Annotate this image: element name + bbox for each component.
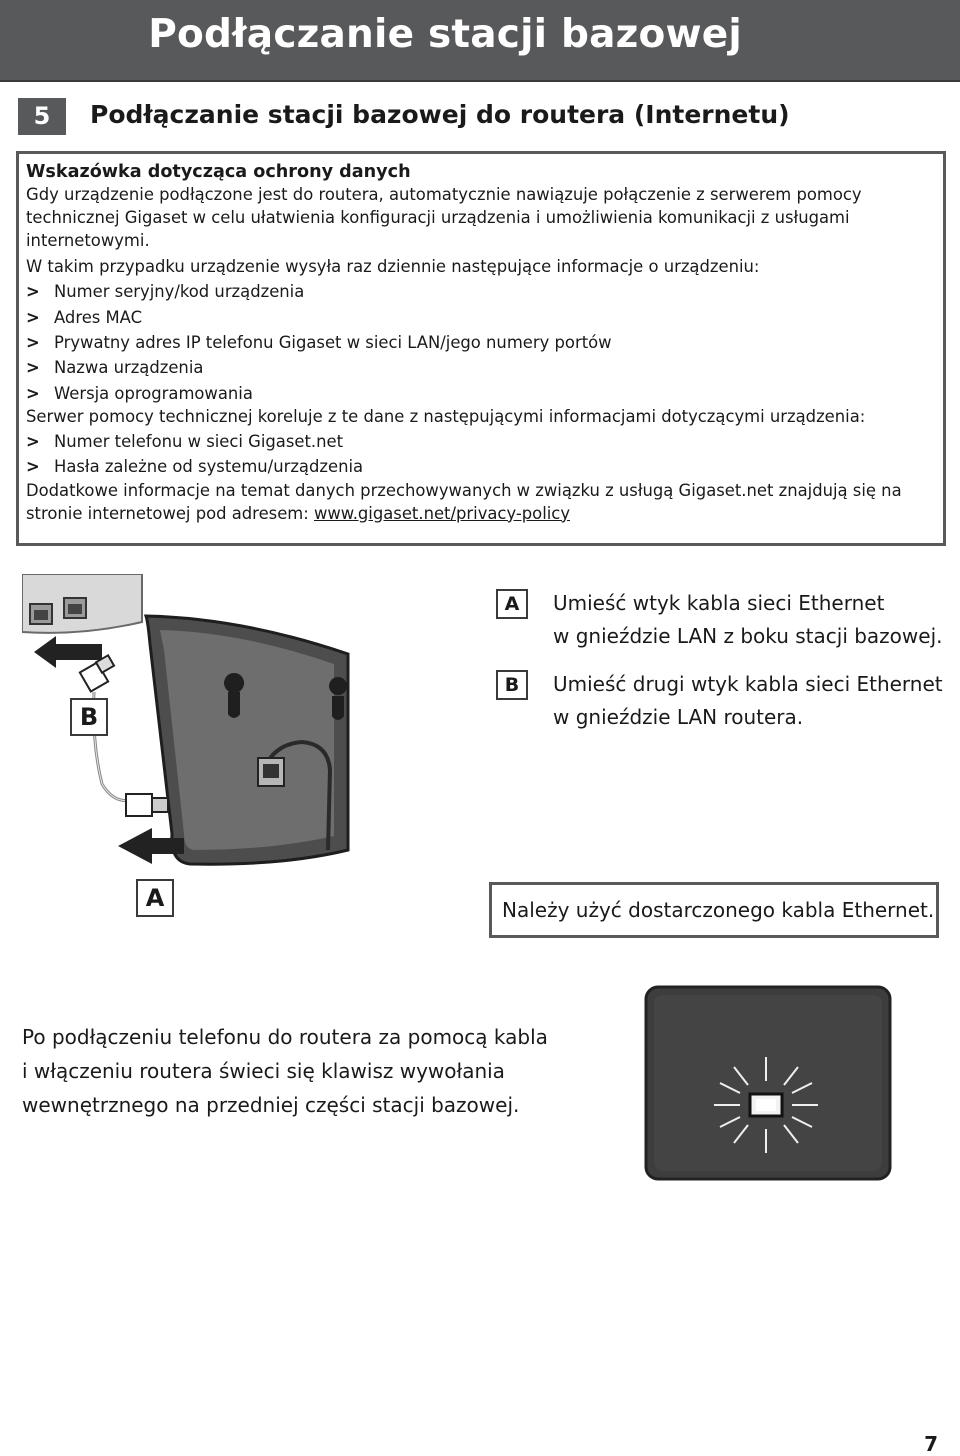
connection-illustration bbox=[22, 574, 362, 912]
privacy-heading: Wskazówka dotycząca ochrony danych bbox=[26, 162, 411, 182]
illustration-label-a: A bbox=[136, 879, 174, 917]
page-title: Podłączanie stacji bazowej bbox=[148, 12, 742, 57]
instruction-b-text: Umieść drugi wtyk kabla sieci Ethernet w gnieździe LAN routera. bbox=[553, 672, 943, 729]
instruction-a-text: Umieść wtyk kabla sieci Ethernet w gnieździe LAN z boku stacji bazowej. bbox=[553, 591, 943, 648]
page-number: 7 bbox=[924, 1432, 938, 1456]
bullet-arrow-icon: > bbox=[26, 307, 40, 327]
bullet-arrow-icon: > bbox=[26, 332, 40, 352]
privacy-policy-link[interactable]: www.gigaset.net/privacy-policy bbox=[313, 503, 571, 523]
list-item: > Numer telefonu w sieci Gigaset.net bbox=[26, 429, 936, 454]
step-title: Podłączanie stacji bazowej do routera (Internetu) bbox=[90, 100, 790, 129]
cable-note-box: Należy użyć dostarczonego kabla Ethernet. bbox=[489, 882, 939, 938]
server-info-list bbox=[26, 429, 936, 480]
bullet-arrow-icon: > bbox=[26, 383, 40, 403]
device-info-list bbox=[26, 279, 936, 406]
privacy-more-info: Dodatkowe informacje na temat danych przechowywanych w związku z usługą Gigaset.net znajdują się na stronie internetowej pod adresem: www.gigaset.net/privacy-policy bbox=[26, 480, 902, 523]
bullet-arrow-icon: > bbox=[26, 457, 40, 477]
privacy-note-box bbox=[16, 151, 946, 546]
privacy-correlate: Serwer pomocy technicznej koreluje z te dane z następującymi informacjami dotyczącymi urządzenia: bbox=[26, 407, 866, 427]
list-item: > Hasła zależne od systemu/urządzenia bbox=[26, 454, 936, 479]
list-item: > Numer seryjny/kod urządzenia bbox=[26, 279, 936, 304]
privacy-daily-info: W takim przypadku urządzenie wysyła raz dziennie następujące informacje o urządzeniu: bbox=[26, 257, 760, 277]
list-item: > Nazwa urządzenia bbox=[26, 355, 936, 380]
bullet-arrow-icon: > bbox=[26, 358, 40, 378]
bullet-arrow-icon: > bbox=[26, 431, 40, 451]
privacy-intro: Gdy urządzenie podłączone jest do routera, automatycznie nawiązuje połączenie z serwerem pomocy technicznej Gigaset w celu ułatwienia konfiguracji urządzenia i umożliwienia komunikacji z usługami internetowymi. bbox=[26, 185, 862, 250]
list-item: > Wersja oprogramowania bbox=[26, 381, 936, 406]
illustration-label-b: B bbox=[70, 698, 108, 736]
page-header bbox=[0, 0, 960, 82]
bullet-arrow-icon: > bbox=[26, 282, 40, 302]
led-description: Po podłączeniu telefonu do routera za pomocą kabla i włączeniu routera świeci się klawisz wywołania wewnętrznego na przedniej części stacji bazowej. bbox=[22, 1025, 548, 1117]
base-station-front-image bbox=[644, 985, 892, 1181]
instruction-label-a: A bbox=[496, 589, 528, 619]
list-item: > Prywatny adres IP telefonu Gigaset w sieci LAN/jego numery portów bbox=[26, 330, 936, 355]
list-item: > Adres MAC bbox=[26, 305, 936, 330]
instruction-label-b: B bbox=[496, 670, 528, 700]
step-number-badge: 5 bbox=[18, 98, 66, 135]
